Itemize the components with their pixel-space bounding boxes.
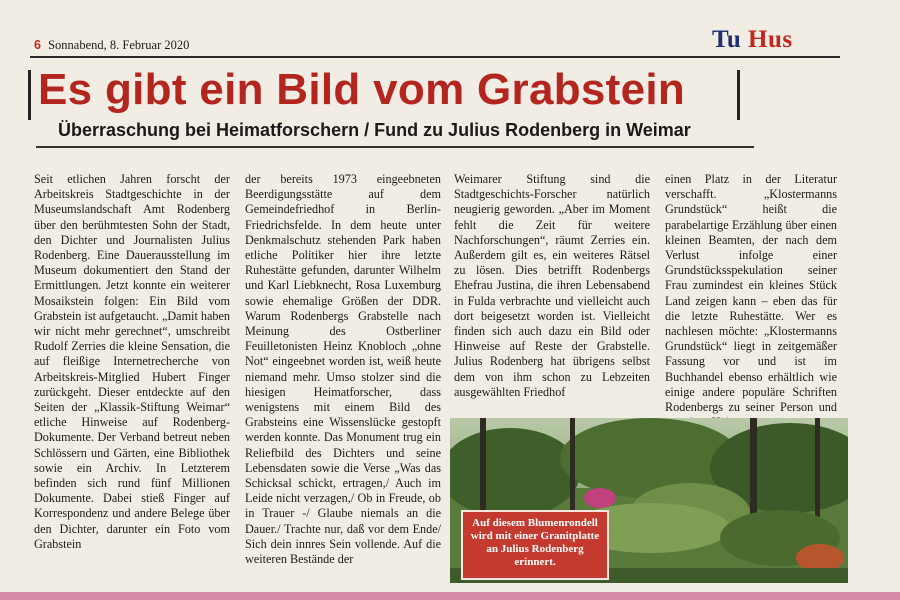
column-3-text: Weimarer Stiftung sind die Stadtgeschichts-Forscher natürlich neugierig geworden. „Aber im Moment fehlt die Zeit für weitere Nachforschungen“, räumt Zerries ein. Außerdem gilt es, ein weiteres Rätsel zu lösen. Dies betrifft Rodenbergs Ehefrau Justina, die ihren Lebensabend in Fulda verbrachte und vielleicht auch dort beigesetzt worden ist. Vielleicht finden sich auch dazu ein Bild oder Hinweise auf Reste der Grabstelle. Julius Rodenberg hat übrigens selbst dem von ihm schon zu Lebzeiten ausgewählten Friedhof [454,172,650,399]
issue-date: Sonnabend, 8. Februar 2020 [48,38,190,52]
brand-hus: Hus [748,26,793,53]
column-2-text: der bereits 1973 eingeebneten Beerdigungsstätte auf dem Gemeindefriedhof in Berlin-Friedrichsfelde. In dem heute unter Denkmalschutz stehenden Park haben etliche Politiker hier ihre letzte Ruhestätte gefunden, darunter Wilhelm und Karl Liebknecht, Rosa Luxemburg sowie ehemalige Größen der DDR. Warum Rodenbergs Grabstelle nach Meinung des Ostberliner Feuilletonisten Heinz Knobloch „ohne Not“ eingeebnet worden ist, weiß heute niemand mehr. Umso stolzer sind die hiesigen Heimatforscher, dass wenigstens mit einem Bild des Grabsteins eine Wissenslücke gestopft werden konnte. Das Monument trug ein Reliefbild des Dichters und seine Lebensdaten sowie die Verse „Was das Schicksal schickt, ertragen,/ Auch im Leide nicht verzagen,/ Ob in Freude, ob in Trauer -/ Glaube niemals an die Dauer./ Trachte nur, daß vor dem Ende/ Sich dein innres Sein vollende. Auf die weiteren Bestände der [245,172,441,567]
article-column-3 [454,172,650,400]
section-brand [712,26,793,54]
header-rule [30,56,840,58]
article-headline: Es gibt ein Bild vom Grabstein [38,65,686,114]
article-subheadline: Überraschung bei Heimatforschern / Fund zu Julius Rodenberg in Weimar [58,120,691,140]
bottom-color-strip [0,592,900,600]
page-header [34,38,189,53]
photo-caption: Auf diesem Blumenrondell wird mit einer Granitplatte an Julius Rodenberg erinnert. [461,510,609,580]
article-column-4 [665,172,837,446]
article-column-1 [34,172,230,552]
article-column-2 [245,172,441,567]
brand-tu: Tu [712,26,742,53]
page-number: 6 [34,38,41,52]
subhead-rule [36,146,754,148]
column-4-text: einen Platz in der Literatur verschafft. „Klostermanns Grundstück“ heißt die parabelartige Erzählung über einen kleinen Beamten, der nach dem Verlust infolge einer Grundstücksspekulation seiner Frau zumindest ein kleines Stück Land zeigen kann – eben das für die letzte Ruhestätte. Wer es nachlesen möchte: „Klostermanns Grundstück“ liegt in zeitgemäßer Fassung vor und ist im Buchhandel ebenso erhältlich wie einige andere populäre Schriften Rodenbergs zu seiner Person und [665,172,837,415]
column-1-text: Seit etlichen Jahren forscht der Arbeitskreis Stadtgeschichte in der Museumslandschaft Amt Rodenberg über den berühmtesten Sohn der Stadt, den Dichter und Journalisten Julius Rodenberg. Eine Dauerausstellung im Museum dokumentiert den Stand der Ermittlungen. Jetzt konnte ein weiterer Mosaikstein folgen: Ein Bild vom Grabstein ist aufgetaucht. „Damit haben wir nicht mehr gerechnet“, umschreibt Rudolf Zerries die kleine Sensation, die auf fleißige Internetrecherche von Arbeitskreis-Mitglied Hubert Finger zurückgeht. Dieser entdeckte auf den Seiten der „Klassik-Stiftung Weimar“ etliche Hinweise auf Rodenberg-Dokumente. Der Verband betreut neben Schlössern und Gärten, eine Bibliothek sowie ein Archiv. In Letzterem befinden sich rund fünf Millionen Dokumente. Dabei stieß Finger auf Korrespondenz und andere Belege über den Dichter, darunter ein Foto vom Grabstein [34,172,230,551]
